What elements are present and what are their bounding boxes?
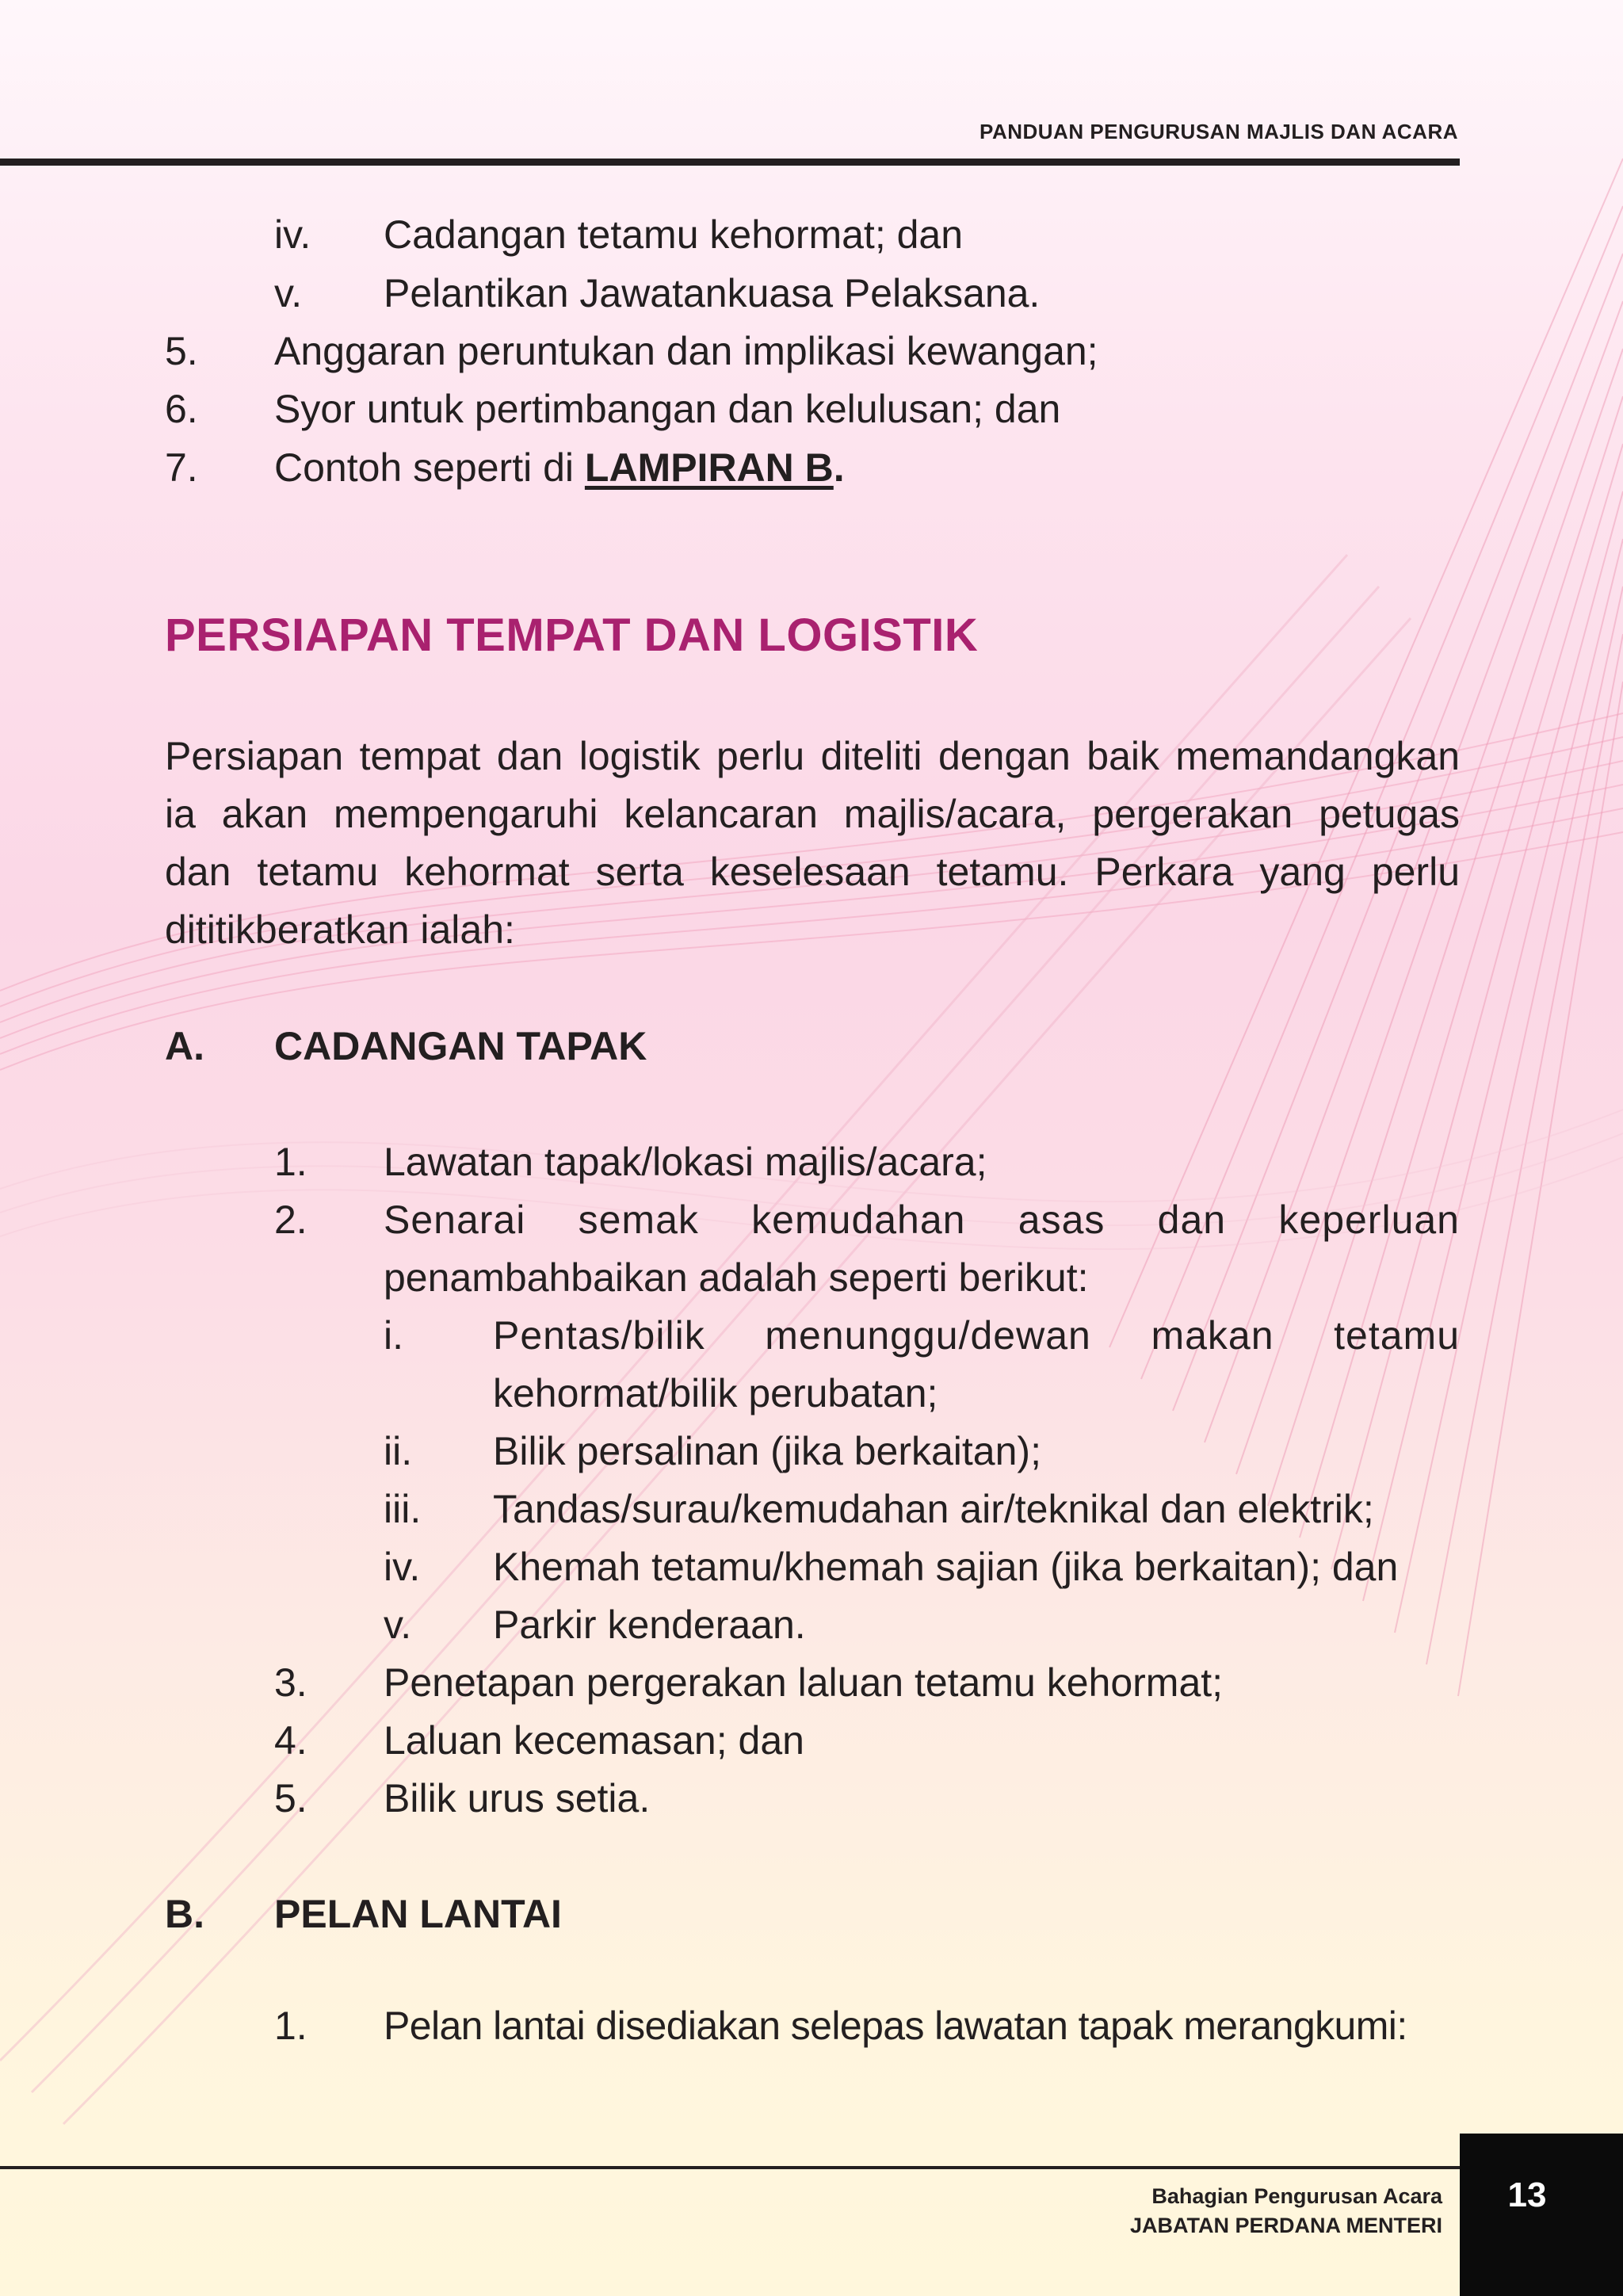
header-divider <box>0 159 1460 166</box>
list-marker: 7. <box>165 445 198 490</box>
list-item: Penetapan pergerakan laluan tetamu kehormat; <box>384 1660 1224 1705</box>
list-item <box>274 444 845 491</box>
list-item: Khemah tetamu/khemah sajian (jika berkaitan); dan <box>493 1545 1399 1589</box>
list-marker: iii. <box>384 1487 422 1531</box>
list-marker: 4. <box>274 1718 307 1763</box>
list-item: Bilik urus setia. <box>384 1776 651 1820</box>
list-marker: 6. <box>165 387 198 431</box>
list-item-continuation: kehormat/bilik perubatan; <box>493 1371 938 1415</box>
list-marker: 5. <box>274 1776 307 1820</box>
subsection-marker: A. <box>165 1024 204 1068</box>
paragraph-line: ia akan mempengaruhi kelancaran majlis/acara, pergerakan petugas <box>165 792 1460 836</box>
subsection-title: CADANGAN TAPAK <box>274 1024 647 1068</box>
list-item: Senarai semak kemudahan asas dan keperluan <box>384 1198 1460 1242</box>
list-item: Cadangan tetamu kehormat; dan <box>384 212 964 257</box>
list-item: Parkir kenderaan. <box>493 1603 806 1647</box>
list-marker: i. <box>384 1313 403 1358</box>
footer-department: Bahagian Pengurusan Acara <box>1151 2184 1442 2208</box>
list-marker: iv. <box>274 212 311 257</box>
subsection-marker: B. <box>165 1892 204 1936</box>
list-item-continuation: penambahbaikan adalah seperti berikut: <box>384 1255 1089 1300</box>
list-item: Pelantikan Jawatankuasa Pelaksana. <box>384 271 1041 315</box>
list-marker: 5. <box>165 329 198 373</box>
paragraph-line: dititikberatkan ialah: <box>165 907 515 952</box>
list-marker: 2. <box>274 1198 307 1242</box>
list-item-punctuation: . <box>833 445 845 490</box>
paragraph-line: Persiapan tempat dan logistik perlu diteliti dengan baik memandangkan <box>165 734 1460 778</box>
page-number: 13 <box>1507 2176 1547 2214</box>
list-item: Laluan kecemasan; dan <box>384 1718 804 1763</box>
list-item: Bilik persalinan (jika berkaitan); <box>493 1429 1041 1473</box>
section-heading: PERSIAPAN TEMPAT DAN LOGISTIK <box>165 609 979 661</box>
list-item: Tandas/surau/kemudahan air/teknikal dan elektrik; <box>493 1487 1374 1531</box>
list-marker: 3. <box>274 1660 307 1705</box>
list-marker: v. <box>274 271 303 315</box>
list-marker: iv. <box>384 1545 421 1589</box>
list-marker: v. <box>384 1603 412 1647</box>
paragraph-line: dan tetamu kehormat serta keselesaan tetamu. Perkara yang perlu <box>165 850 1460 894</box>
footer-divider <box>0 2166 1460 2169</box>
footer-organization: JABATAN PERDANA MENTERI <box>1129 2214 1442 2237</box>
list-item-text: Contoh seperti di <box>274 445 585 490</box>
running-header-title: PANDUAN PENGURUSAN MAJLIS DAN ACARA <box>980 120 1458 143</box>
list-item: Pelan lantai disediakan selepas lawatan tapak merangkumi: <box>384 2004 1407 2048</box>
list-marker: ii. <box>384 1429 413 1473</box>
list-item: Pentas/bilik menunggu/dewan makan tetamu <box>493 1313 1460 1358</box>
list-item: Lawatan tapak/lokasi majlis/acara; <box>384 1140 987 1184</box>
subsection-title: PELAN LANTAI <box>274 1892 562 1936</box>
list-marker: 1. <box>274 2004 307 2048</box>
appendix-reference: LAMPIRAN B <box>584 445 834 490</box>
list-item: Anggaran peruntukan dan implikasi kewangan; <box>274 329 1098 373</box>
list-item: Syor untuk pertimbangan dan kelulusan; dan <box>274 387 1061 431</box>
list-marker: 1. <box>274 1140 307 1184</box>
